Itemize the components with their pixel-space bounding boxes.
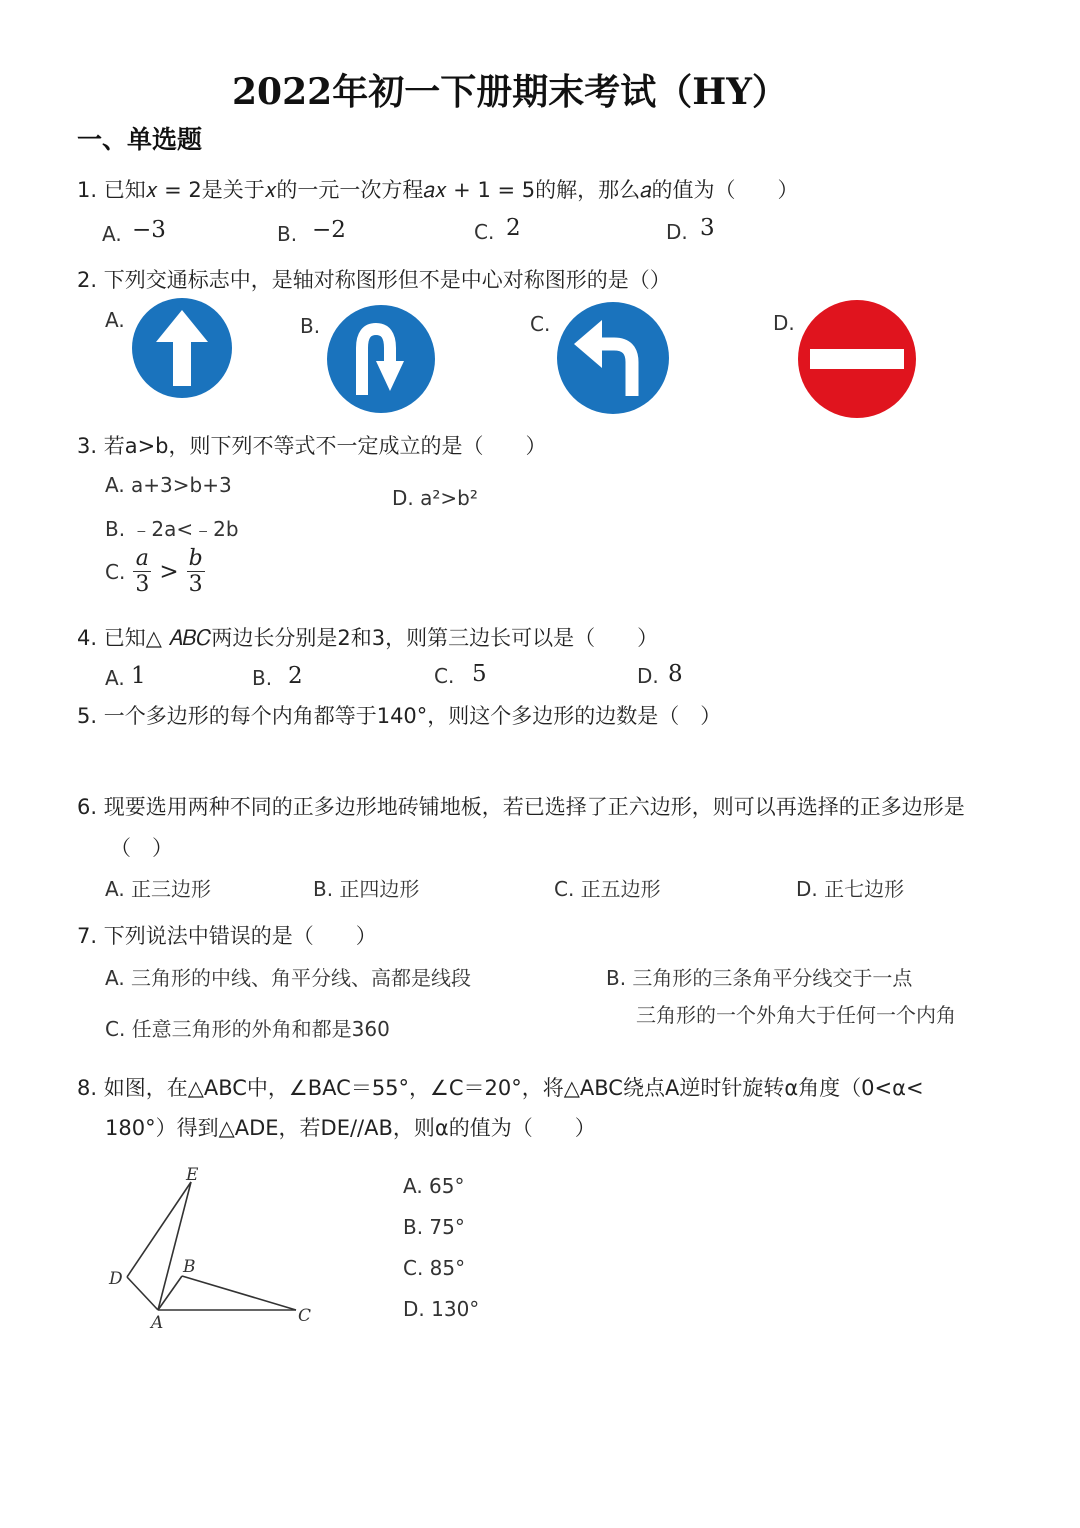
q3-option-c bbox=[105, 546, 205, 597]
q1-option-a-label: A. bbox=[102, 222, 122, 246]
q6-option-b: B. 正四边形 bbox=[313, 877, 420, 901]
q3-option-c-relation: > bbox=[159, 558, 179, 585]
q3-option-d: D. a²>b² bbox=[392, 486, 478, 510]
question-2: 2. 下列交通标志中，是轴对称图形但不是中心对称图形的是（） bbox=[77, 268, 671, 292]
q7-option-c: C. 任意三角形的外角和都是360 bbox=[105, 1017, 390, 1041]
page-title: 2022年初一下册期末考试（HY） bbox=[232, 71, 788, 113]
vertex-label-d: D bbox=[109, 1269, 123, 1289]
q6-option-a: A. 正三边形 bbox=[105, 877, 212, 901]
q4-option-d-label: D. bbox=[637, 664, 659, 688]
q4-option-b-label: B. bbox=[252, 666, 273, 690]
q1-option-b-value: −2 bbox=[312, 217, 346, 243]
q8-option-c: C. 85° bbox=[403, 1256, 466, 1280]
q2-option-c-label: C. bbox=[530, 312, 551, 336]
q1-option-b-label: B. bbox=[277, 222, 298, 246]
q1-option-c-value: 2 bbox=[506, 215, 521, 241]
question-6: 6. 现要选用两种不同的正多边形地砖铺地板，若已选择了正六边形，则可以再选择的正多边形是 bbox=[77, 795, 965, 819]
question-8: 8. 如图，在△ABC中，∠BAC＝55°，∠C＝20°，将△ABC绕点A逆时针旋转α角度（0<α< bbox=[77, 1076, 924, 1100]
q1-option-c-label: C. bbox=[474, 220, 495, 244]
q7-option-a: A. 三角形的中线、角平分线、高都是线段 bbox=[105, 966, 472, 990]
q4-option-b-value: 2 bbox=[288, 663, 303, 689]
q8-option-a: A. 65° bbox=[403, 1174, 465, 1198]
section-heading: 一、单选题 bbox=[77, 125, 203, 154]
u-turn-sign-icon bbox=[324, 303, 438, 415]
q6-option-c: C. 正五边形 bbox=[554, 877, 661, 901]
segment-da bbox=[127, 1277, 158, 1310]
q3-option-b: B. ﹣2a<﹣2b bbox=[105, 517, 239, 541]
vertex-label-e: E bbox=[186, 1165, 199, 1185]
vertex-label-a: A bbox=[151, 1313, 164, 1333]
q2-option-d-label: D. bbox=[773, 311, 795, 335]
q2-option-b-label: B. bbox=[300, 314, 321, 338]
vertex-label-c: C bbox=[298, 1306, 312, 1326]
question-7: 7. 下列说法中错误的是（ ） bbox=[77, 924, 377, 948]
vertex-label-b: B bbox=[183, 1257, 196, 1277]
question-1: 1. 已知𝑥 = 2是关于𝑥的一元一次方程𝑎𝑥 + 1 = 5的解，那么𝑎的值为（ ） bbox=[77, 178, 799, 202]
question-5: 5. 一个多边形的每个内角都等于140°，则这个多边形的边数是（ ） bbox=[77, 704, 722, 728]
q6-option-d: D. 正七边形 bbox=[796, 877, 905, 901]
question-3: 3. 若a>b，则下列不等式不一定成立的是（ ） bbox=[77, 434, 547, 458]
q4-option-a-value: 1 bbox=[131, 663, 146, 689]
question-6-continued: （ ） bbox=[110, 836, 173, 860]
no-entry-sign-icon bbox=[796, 298, 918, 420]
q4-option-c-value: 5 bbox=[472, 661, 487, 687]
q1-option-d-value: 3 bbox=[700, 215, 715, 241]
segment-ed bbox=[127, 1182, 191, 1277]
q3-option-c-fraction-1: $\frac{a}{3}$ bbox=[135, 546, 150, 597]
q1-option-d-label: D. bbox=[666, 220, 688, 244]
q1-option-a-value: −3 bbox=[132, 217, 166, 243]
q2-option-a-label: A. bbox=[105, 308, 125, 332]
segment-ae bbox=[158, 1182, 191, 1310]
q3-option-c-label: C. bbox=[105, 559, 126, 584]
ahead-only-sign-icon bbox=[128, 296, 236, 400]
segment-bc bbox=[182, 1276, 296, 1310]
q8-option-d: D. 130° bbox=[403, 1297, 480, 1321]
q3-option-a: A. a+3>b+3 bbox=[105, 473, 232, 497]
q8-option-b: B. 75° bbox=[403, 1215, 465, 1239]
question-8-continued: 180°）得到△ADE，若DE//AB，则α的值为（ ） bbox=[105, 1116, 596, 1140]
q4-option-d-value: 8 bbox=[668, 661, 683, 687]
q3-option-c-fraction-2: $\frac{b}{3}$ bbox=[188, 546, 203, 597]
q4-option-a-label: A. bbox=[105, 666, 125, 690]
q7-option-b: B. 三角形的三条角平分线交于一点 bbox=[606, 966, 913, 990]
question-4: 4. 已知△ 𝐴𝐵𝐶两边长分别是2和3，则第三边长可以是（ ） bbox=[77, 626, 659, 650]
q7-option-d: 三角形的一个外角大于任何一个内角 bbox=[636, 1003, 956, 1027]
left-turn-sign-icon bbox=[554, 300, 672, 416]
q4-option-c-label: C. bbox=[434, 664, 455, 688]
triangle-rotation-figure bbox=[100, 1160, 320, 1335]
